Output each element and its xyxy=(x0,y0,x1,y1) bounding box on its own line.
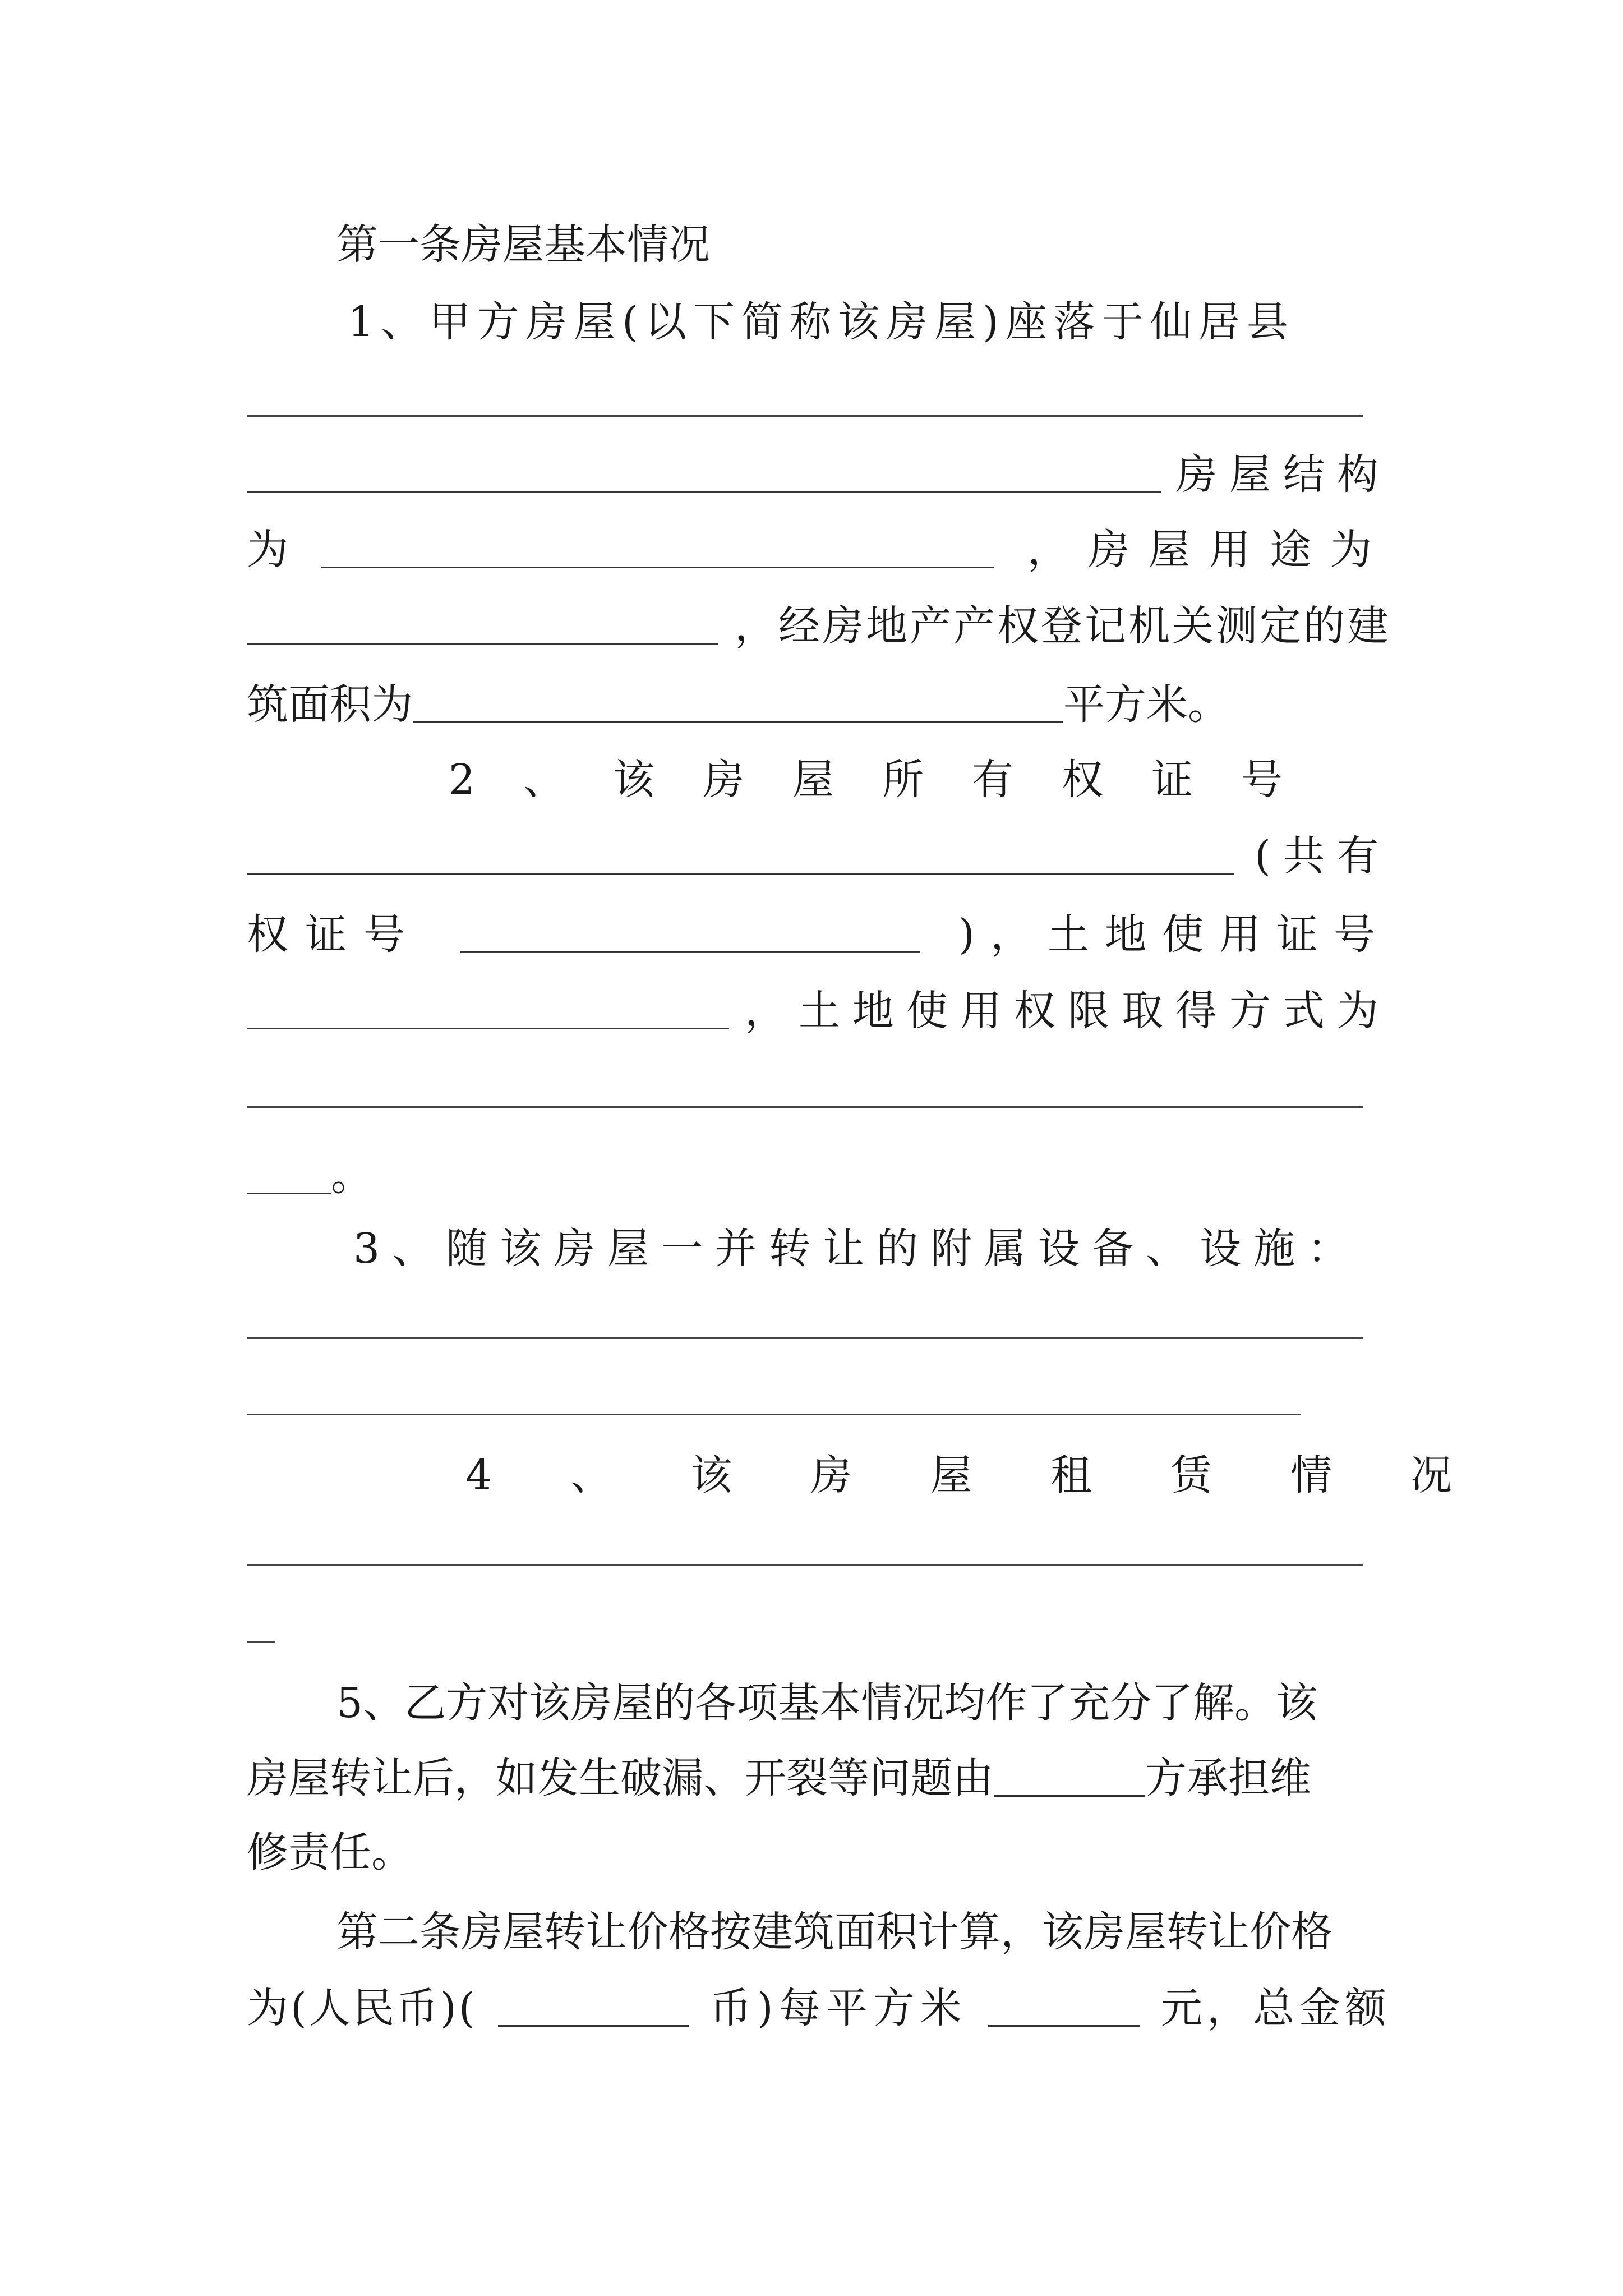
paragraph-2-end xyxy=(247,1148,1391,1204)
blank-line xyxy=(247,1414,1301,1415)
blank-ownership-cert xyxy=(247,873,1234,875)
ownership-cert-label: 2、该房屋所有权证号 xyxy=(449,756,1331,804)
paragraph-5-text-end: 方承担维 xyxy=(1145,1754,1311,1802)
lease-status-label: 4、该房屋租赁情况 xyxy=(465,1451,1531,1499)
land-method-label: ，土地使用权限取得方式为 xyxy=(745,987,1391,1035)
currency-label: 为(人民币)( xyxy=(247,1984,477,2032)
co-owner-label: 权证号 xyxy=(247,910,422,959)
paragraph-1-structure-line xyxy=(247,447,1391,503)
article-1-heading: 第一条房屋基本情况 xyxy=(336,220,710,269)
blank-land-method xyxy=(247,1193,331,1194)
blank-co-owner-cert xyxy=(460,951,920,953)
per-sqm-label: 币)每平方米 xyxy=(709,1984,967,2032)
blank-unit-price xyxy=(988,2025,1140,2027)
land-cert-label: )，土地使用证号 xyxy=(958,910,1391,959)
blank-land-cert xyxy=(247,1028,729,1029)
paragraph-2-line-2 xyxy=(247,828,1391,884)
paragraph-5-line-2 xyxy=(247,1750,1391,1806)
article-2-line-2 xyxy=(247,1980,1391,2036)
blank-currency xyxy=(498,2025,689,2027)
blank-line xyxy=(247,415,1363,417)
blank-line xyxy=(247,1641,275,1643)
structure-label: 房屋结构 xyxy=(1175,450,1391,499)
paragraph-2-line-4 xyxy=(247,983,1391,1039)
paragraph-3: 3、随该房屋一并转让的附属设备、设施： xyxy=(353,1225,1362,1273)
paragraph-1-area-value-line xyxy=(247,677,1391,733)
area-label: 筑面积为 xyxy=(247,680,413,729)
paragraph-5-text: 房屋转让后，如发生破漏、开裂等问题由 xyxy=(247,1754,994,1802)
paragraph-1-line-1: 1、甲方房屋(以下简称该房屋)座落于仙居县 xyxy=(348,298,1295,346)
period: 。 xyxy=(331,1152,372,1200)
blank-use xyxy=(247,643,718,645)
area-clause: ，经房地产产权登记机关测定的建 xyxy=(735,602,1391,650)
blank-party xyxy=(994,1795,1145,1797)
area-unit: 平方米。 xyxy=(1063,680,1229,729)
use-label: ，房屋用途为 xyxy=(1027,526,1391,574)
article-2-line-1: 第二条房屋转让价格按建筑面积计算，该房屋转让价格 xyxy=(336,1908,1332,1956)
blank-structure-value xyxy=(321,567,994,568)
co-owner-open: (共有 xyxy=(1255,832,1391,880)
paragraph-1-use-line xyxy=(247,522,1391,578)
blank-structure xyxy=(247,491,1161,493)
paragraph-2-line-1 xyxy=(449,752,1391,808)
paragraph-5-line-3: 修责任。 xyxy=(247,1828,413,1876)
paragraph-4 xyxy=(465,1447,1531,1503)
paragraph-5-line-1: 5、乙方对该房屋的各项基本情况均作了充分了解。该 xyxy=(336,1679,1318,1727)
blank-line xyxy=(247,1337,1363,1339)
total-label: 元，总金额 xyxy=(1161,1984,1391,2032)
paragraph-2-line-3 xyxy=(247,907,1391,963)
blank-line xyxy=(247,1106,1363,1108)
paragraph-1-area-line xyxy=(247,598,1391,654)
structure-suffix: 为 xyxy=(247,526,288,574)
blank-line xyxy=(247,1564,1363,1566)
blank-area xyxy=(413,721,1063,723)
